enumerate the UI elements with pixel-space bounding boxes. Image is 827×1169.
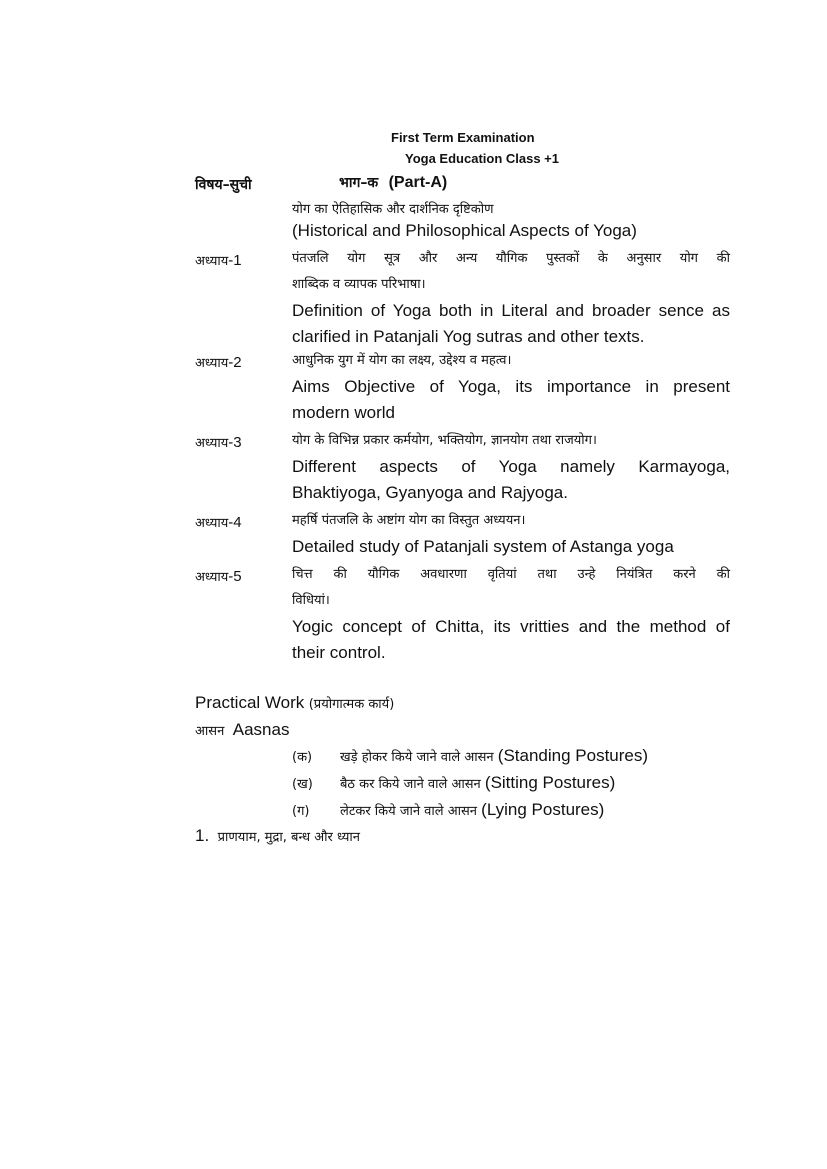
posture-marker: (ग)	[292, 804, 310, 819]
posture-english: (Lying Postures)	[481, 800, 605, 819]
chapter-number: -2	[228, 354, 242, 371]
posture-english: (Sitting Postures)	[484, 773, 616, 792]
chapter-4-hindi-line-1: महर्षि पंतजलि के अष्टांग योग का विस्तुत अध्ययन।	[292, 513, 526, 528]
chapter-2-english-line-1: Aims Objective of Yoga, its importance in present	[292, 377, 730, 396]
chapter-word: अध्याय	[195, 436, 229, 451]
chapter-number: -3	[228, 434, 242, 451]
part-english: (Part-A)	[388, 174, 448, 191]
asana-hindi: आसन	[195, 724, 225, 739]
chapter-4-content	[292, 508, 730, 560]
posture-item	[292, 746, 648, 766]
chapter-3-content	[292, 428, 730, 506]
chapter-label-5	[195, 567, 242, 585]
posture-hindi: बैठ कर किये जाने वाले आसन	[340, 777, 481, 792]
practical-title-hindi: (प्रयोगात्मक कार्य)	[308, 697, 395, 712]
class-title: Yoga Education Class +1	[405, 151, 560, 166]
part-hindi: भाग–क	[339, 175, 379, 191]
chapter-1-hindi-line-1: पंतजलि योग सूत्र और अन्य यौगिक पुस्तकों के अनुसार योग की	[292, 251, 730, 266]
chapter-1-english-line-1: Definition of Yoga both in Literal and broader sence as	[292, 301, 730, 320]
chapter-label-4	[195, 513, 242, 531]
posture-english: (Standing Postures)	[497, 746, 649, 765]
chapter-5-english-line-1: Yogic concept of Chitta, its vritties and the method of	[292, 617, 730, 636]
asana-heading	[195, 720, 289, 740]
chapter-1-english-line-2: clarified in Patanjali Yog sutras and other texts.	[292, 327, 645, 346]
posture-item	[292, 773, 615, 793]
chapter-3-english-line-1: Different aspects of Yoga namely Karmayoga,	[292, 457, 730, 476]
intro-english: (Historical and Philosophical Aspects of Yoga)	[292, 221, 637, 240]
posture-marker: (क)	[292, 750, 313, 765]
chapter-word: अध्याय	[195, 254, 229, 269]
item-number: 1.	[195, 826, 210, 845]
chapter-4-english-line-1: Detailed study of Patanjali system of Astanga yoga	[292, 537, 674, 556]
posture-marker: (ख)	[292, 777, 313, 792]
posture-hindi: खड़े होकर किये जाने वाले आसन	[340, 750, 494, 765]
chapter-5-english-line-2: their control.	[292, 643, 386, 662]
chapter-label-1	[195, 251, 242, 269]
chapter-2-content	[292, 348, 730, 426]
chapter-2-english-line-2: modern world	[292, 403, 395, 422]
intro-hindi: योग का ऐतिहासिक और दार्शनिक दृष्टिकोण	[292, 202, 494, 217]
asana-english: Aasnas	[232, 720, 290, 739]
chapter-number: -5	[228, 568, 242, 585]
chapter-2-hindi-line-1: आधुनिक युग में योग का लक्ष्य, उद्देश्य व महत्व।	[292, 353, 512, 368]
practical-title-english: Practical Work	[195, 693, 305, 712]
index-label: विषय–सुची	[195, 177, 252, 193]
chapter-5-hindi-line-2: विधियां।	[292, 593, 330, 608]
chapter-label-3	[195, 433, 242, 451]
posture-item	[292, 800, 604, 820]
item-text: प्राणयाम, मुद्रा, बन्ध और ध्यान	[217, 830, 360, 845]
part-heading	[339, 173, 447, 192]
chapter-1-content	[292, 246, 730, 350]
chapter-word: अध्याय	[195, 570, 229, 585]
chapter-number: -4	[228, 514, 242, 531]
practical-item-1	[195, 826, 360, 846]
chapter-word: अध्याय	[195, 516, 229, 531]
chapter-label-2	[195, 353, 242, 371]
chapter-number: -1	[228, 252, 242, 269]
chapter-1-hindi-line-2: शाब्दिक व व्यापक परिभाषा।	[292, 277, 426, 292]
chapter-3-hindi-line-1: योग के विभिन्न प्रकार कर्मयोग, भक्तियोग, ज्ञानयोग तथा राजयोग।	[292, 433, 597, 448]
exam-title: First Term Examination	[391, 130, 535, 145]
chapter-word: अध्याय	[195, 356, 229, 371]
posture-hindi: लेटकर किये जाने वाले आसन	[340, 804, 478, 819]
chapter-5-content	[292, 562, 730, 666]
practical-heading	[195, 693, 394, 713]
chapter-3-english-line-2: Bhaktiyoga, Gyanyoga and Rajyoga.	[292, 483, 568, 502]
chapter-5-hindi-line-1: चित्त की यौगिक अवधारणा वृतियां तथा उन्हे नियंत्रित करने की	[292, 567, 730, 582]
